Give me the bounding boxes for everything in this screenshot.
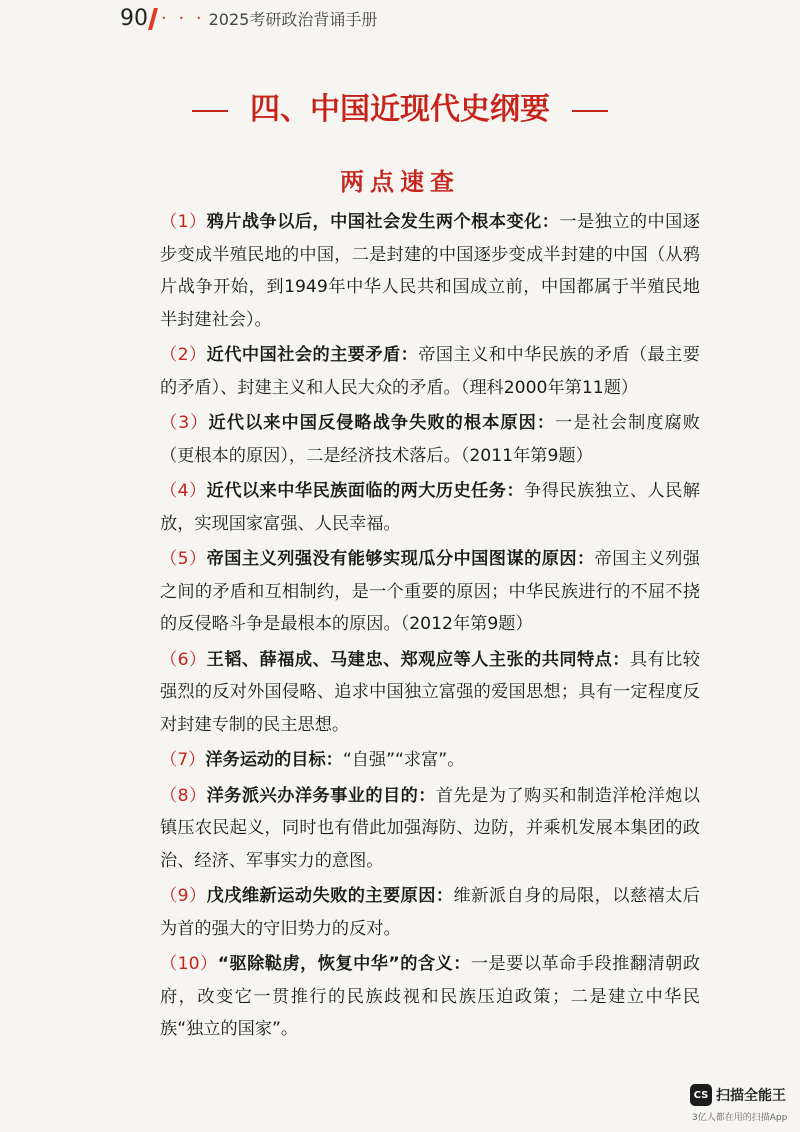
list-item xyxy=(160,475,700,540)
header-dots: · · · xyxy=(161,8,205,29)
item-text: 具有比较强烈的反对外国侵略、追求中国独立富强的爱国思想；具有一定程度反对封建专制的民主思想。 xyxy=(160,649,700,735)
item-number: （10） xyxy=(160,954,218,974)
item-number: （1） xyxy=(160,212,207,232)
item-heading: 鸦片战争以后，中国社会发生两个根本变化： xyxy=(206,212,560,232)
item-heading: 帝国主义列强没有能够实现瓜分中国图谋的原因： xyxy=(206,549,595,569)
scanner-watermark xyxy=(690,1084,786,1106)
chapter-title: 四、中国近现代史纲要 xyxy=(250,92,550,127)
red-accent-bar xyxy=(148,8,158,30)
item-text: 争得民族独立、人民解放，实现国家富强、人民幸福。 xyxy=(160,481,700,534)
item-heading: “驱除鞑虏，恢复中华”的含义： xyxy=(217,954,471,974)
item-text: 一是社会制度腐败（更根本的原因），二是经济技术落后。（2011年第9题） xyxy=(160,413,700,466)
list-item xyxy=(160,543,700,641)
item-number: （5） xyxy=(160,549,207,569)
item-number: （6） xyxy=(160,649,207,670)
item-number: （4） xyxy=(160,481,207,501)
item-text: 维新派自身的局限，以慈禧太后为首的强大的守旧势力的反对。 xyxy=(160,886,700,939)
cs-logo-icon: CS xyxy=(690,1084,712,1106)
item-number: （3） xyxy=(160,413,209,433)
list-item xyxy=(160,780,700,878)
item-heading: 戊戌维新运动失败的主要原因： xyxy=(206,886,454,906)
item-heading: 王韬、薛福成、马建忠、郑观应等人主张的共同特点： xyxy=(206,649,630,670)
running-header xyxy=(120,6,377,31)
item-number: （7） xyxy=(160,750,206,770)
watermark-brand: 扫描全能王 xyxy=(716,1088,786,1104)
item-text: 帝国主义列强之间的矛盾和互相制约，是一个重要的原因；中华民族进行的不屈不挠的反侵略斗争是最根本的原因。（2012年第9题） xyxy=(160,549,700,634)
section-subtitle: 两点速查 xyxy=(340,168,460,196)
item-list xyxy=(160,206,700,1049)
item-heading: 近代以来中华民族面临的两大历史任务： xyxy=(206,481,525,501)
title-dash-right xyxy=(572,110,608,112)
item-text: 首先是为了购买和制造洋枪洋炮以镇压农民起义，同时也有借此加强海防、边防，并乘机发展本集团的政治、经济、军事实力的意图。 xyxy=(160,785,700,871)
watermark-tagline: 3亿人都在用的扫描App xyxy=(692,1113,788,1123)
chapter-title-block xyxy=(0,84,800,128)
item-heading: 洋务运动的目标： xyxy=(205,750,343,770)
item-text: 一是独立的中国逐步变成半殖民地的中国，二是封建的中国逐步变成半封建的中国（从鸦片战争开始，到1949年中华人民共和国成立前，中国都属于半殖民地半封建社会）。 xyxy=(160,212,700,330)
item-heading: 近代以来中国反侵略战争失败的根本原因： xyxy=(208,413,556,433)
item-text: “自强”“求富”。 xyxy=(342,750,465,770)
list-item xyxy=(160,744,700,777)
list-item xyxy=(160,339,700,404)
book-title: 2025考研政治背诵手册 xyxy=(208,10,378,29)
title-dash-left xyxy=(192,110,228,112)
item-text: 帝国主义和中华民族的矛盾（最主要的矛盾）、封建主义和人民大众的矛盾。（理科2000年第11题） xyxy=(160,345,700,398)
page-number: 90 xyxy=(120,6,148,31)
list-item xyxy=(160,880,700,945)
item-heading: 洋务派兴办洋务事业的目的： xyxy=(206,785,436,806)
item-number: （2） xyxy=(160,345,207,365)
item-number: （9） xyxy=(160,886,207,906)
list-item xyxy=(160,407,700,472)
item-heading: 近代中国社会的主要矛盾： xyxy=(206,345,419,365)
list-item xyxy=(160,206,700,336)
item-number: （8） xyxy=(160,785,207,806)
item-text: 一是要以革命手段推翻清朝政府，改变它一贯推行的民族歧视和民族压迫政策；二是建立中华民族“独立的国家”。 xyxy=(160,954,701,1039)
list-item xyxy=(160,644,700,742)
list-item xyxy=(160,948,700,1046)
